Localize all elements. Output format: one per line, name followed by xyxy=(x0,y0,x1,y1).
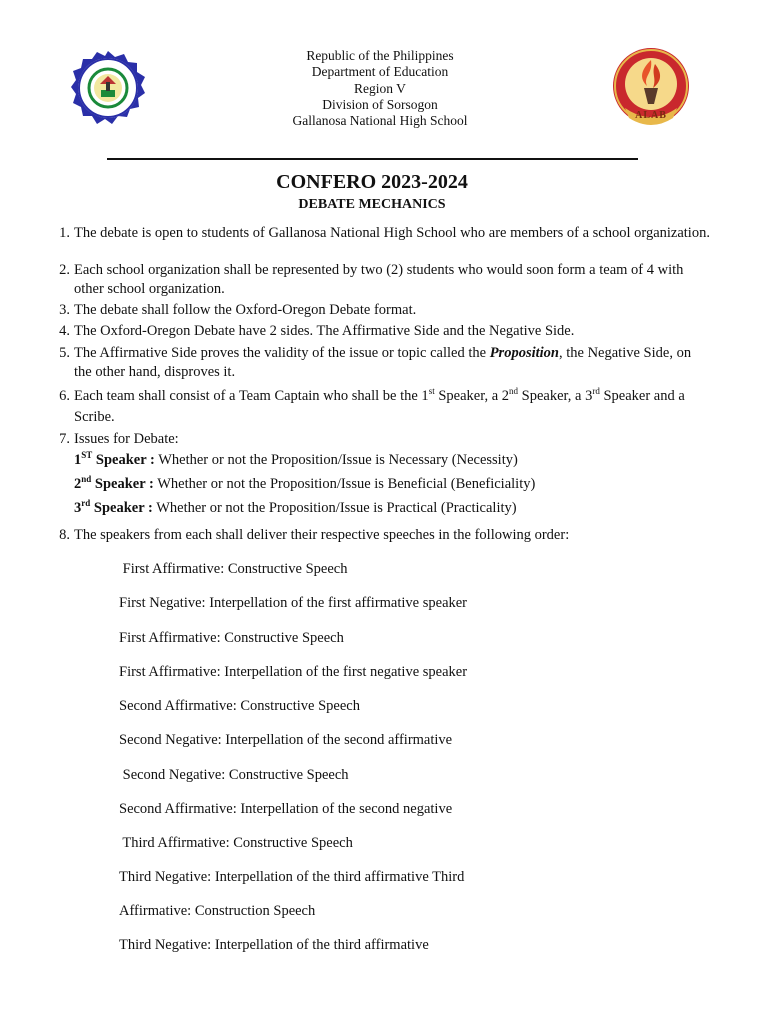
header-line-republic: Republic of the Philippines xyxy=(306,48,454,63)
ordinal-suffix: rd xyxy=(592,386,600,396)
list-text xyxy=(74,344,710,381)
speaker-number: 2 xyxy=(74,476,82,492)
header-line-deped: Department of Education xyxy=(311,64,449,80)
text-part: Speaker, a 2 xyxy=(434,388,510,404)
list-text: Issues for Debate: xyxy=(74,431,179,447)
issue-text: Whether or not the Proposition/Issue is Beneficial (Beneficiality) xyxy=(153,476,536,492)
order-line: First Affirmative: Constructive Speech xyxy=(119,561,348,577)
speaker-label: Speaker : xyxy=(91,476,154,492)
issue-text: Whether or not the Proposition/Issue is Necessary (Necessity) xyxy=(154,452,518,468)
page-title: CONFERO 2023-2024 xyxy=(276,171,468,193)
page-subtitle: DEBATE MECHANICS xyxy=(298,197,446,212)
speaker-label: Speaker : xyxy=(92,452,155,468)
list-number: 1. xyxy=(59,225,70,241)
speaker-label: Speaker : xyxy=(90,500,153,516)
list-text-before: The Affirmative Side proves the validity of the issue or topic called the xyxy=(74,345,490,361)
ordinal-suffix: nd xyxy=(81,474,92,484)
list-number: 4. xyxy=(59,323,70,339)
logo-ribbon-text: ALAB xyxy=(635,110,667,121)
issue-speaker-1 xyxy=(74,451,518,469)
list-number: 2. xyxy=(59,262,70,278)
order-line: Affirmative: Construction Speech xyxy=(119,903,316,919)
list-text: The debate shall follow the Oxford-Oregon Debate format. xyxy=(74,302,417,318)
list-text-after: , the Negative Side, on the other hand, disproves it. xyxy=(74,345,692,380)
issue-speaker-2 xyxy=(74,475,535,493)
list-text: The Oxford-Oregon Debate have 2 sides. The Affirmative Side and the Negative Side. xyxy=(74,323,575,339)
ordinal-suffix: nd xyxy=(509,386,519,396)
list-text xyxy=(74,386,710,428)
text-part: Speaker, a 3 xyxy=(518,388,593,404)
ordinal-suffix: ST xyxy=(81,450,93,460)
list-number: 7. xyxy=(59,431,70,447)
text-part: Each team shall consist of a Team Captain who shall be the 1 xyxy=(74,388,429,404)
order-line: Second Negative: Constructive Speech xyxy=(119,767,349,783)
list-text: The debate is open to students of Gallanosa National High School who are members of a school organization. xyxy=(74,225,710,241)
ordinal-suffix: st xyxy=(428,386,435,396)
order-line: First Affirmative: Interpellation of the first negative speaker xyxy=(119,664,468,680)
header-line-school: Gallanosa National High School xyxy=(292,113,468,129)
order-line: Second Negative: Interpellation of the second affirmative xyxy=(119,732,453,748)
order-line: Second Affirmative: Interpellation of the second negative xyxy=(119,801,453,817)
order-line: Third Affirmative: Constructive Speech xyxy=(119,835,353,851)
list-text: The speakers from each shall deliver their respective speeches in the following order: xyxy=(74,527,570,543)
list-number: 6. xyxy=(59,388,70,404)
issue-text: Whether or not the Proposition/Issue is Practical (Practicality) xyxy=(152,500,517,516)
speaker-number: 1 xyxy=(74,452,82,468)
order-line: First Negative: Interpellation of the first affirmative speaker xyxy=(119,595,468,611)
header-line-region: Region V xyxy=(354,80,406,96)
issue-speaker-3 xyxy=(74,499,517,517)
header-line-division: Division of Sorsogon xyxy=(322,96,438,112)
header-divider xyxy=(107,158,638,160)
order-line: Third Negative: Interpellation of the third affirmative Third xyxy=(119,869,465,885)
proposition-term: Proposition xyxy=(489,345,559,361)
list-number: 5. xyxy=(59,345,70,361)
order-line: Third Negative: Interpellation of the third affirmative xyxy=(119,937,429,953)
alab-torch-seal-icon xyxy=(611,46,691,128)
order-line: Second Affirmative: Constructive Speech xyxy=(119,698,360,714)
list-text: Each school organization shall be represented by two (2) students who would soon form a team of 4 with other school organization. xyxy=(74,262,684,297)
order-line: First Affirmative: Constructive Speech xyxy=(119,630,344,646)
text-part: Speaker and a Scribe. xyxy=(74,388,685,425)
list-number: 3. xyxy=(59,302,70,318)
speaker-number: 3 xyxy=(74,500,82,516)
ordinal-suffix: rd xyxy=(81,498,91,508)
list-number: 8. xyxy=(59,527,70,543)
